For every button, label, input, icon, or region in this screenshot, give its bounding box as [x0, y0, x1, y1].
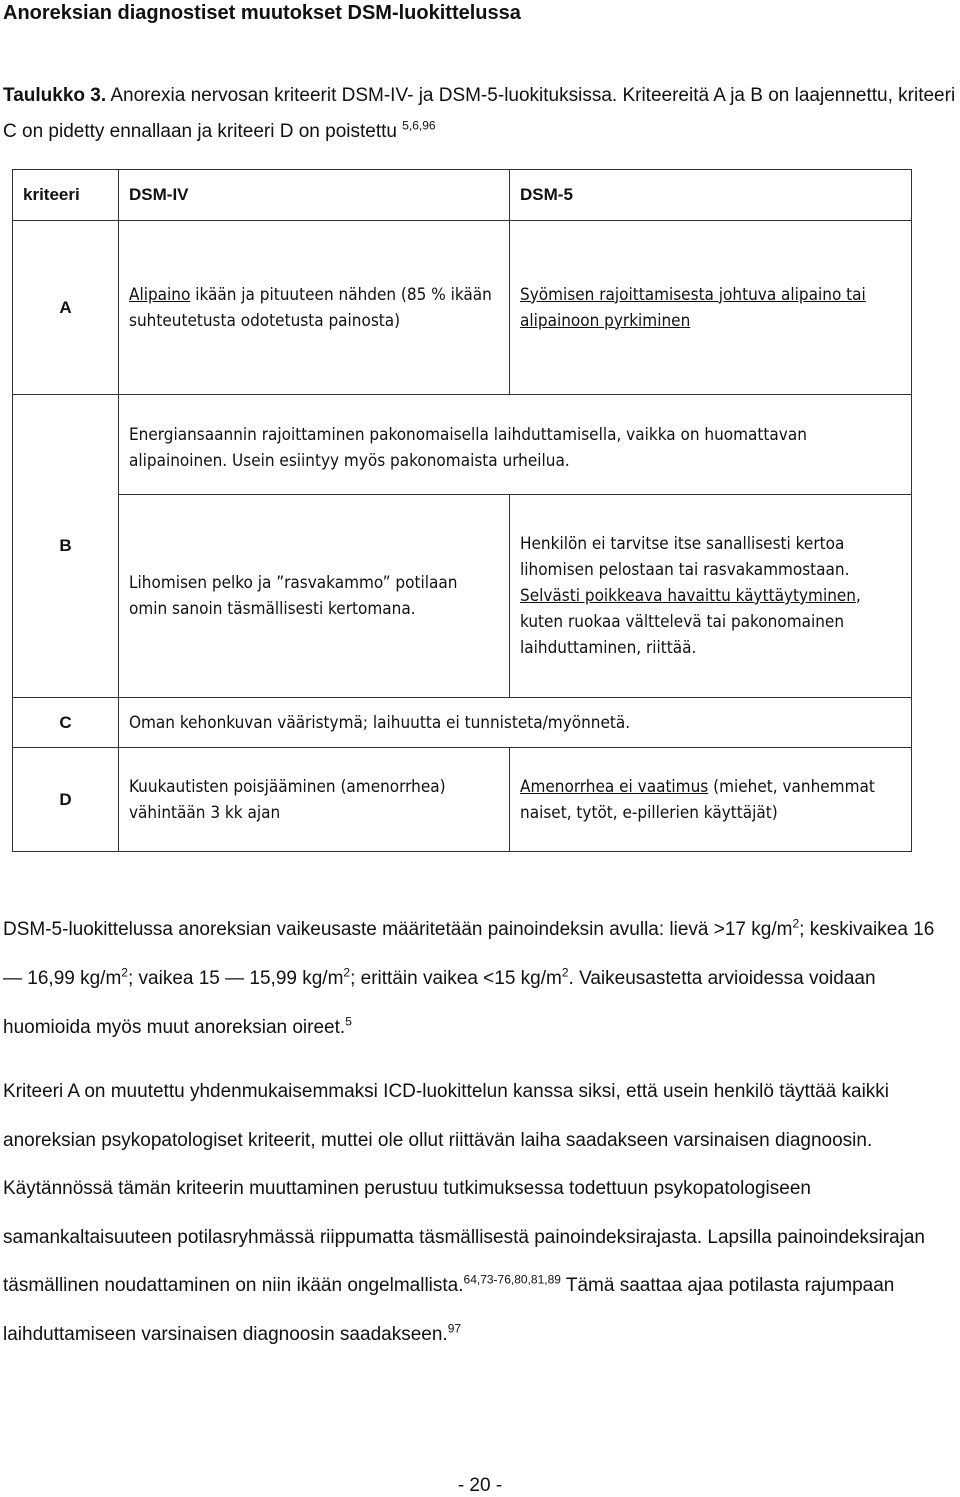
row-b-dsm-5 [510, 495, 912, 698]
severity-sup-3: 2 [343, 965, 351, 980]
row-a-dsm-iv [119, 221, 510, 395]
row-a-key: A [13, 221, 119, 395]
row-b-dsm-5-text: Henkilön ei tarvitse itse sanallisesti kertoa lihomisen pelostaan tai rasvakammostaan. [520, 534, 850, 580]
caption-text: Anorexia nervosan kriteerit DSM-IV- ja DSM-5-luokituksissa. Kriteereitä A ja B on laajennettu, kriteeri C on pidetty ennallaan ja kriteeri D on poistettu [3, 85, 956, 142]
severity-reference: 5 [345, 1014, 352, 1029]
criterion-a-text-a: Kriteeri A on muutettu yhdenmukaisemmaksi ICD-luokittelun kanssa siksi, että usein henkilö täyttää kaikki anoreksian psykopatologiset kriteerit, muttei ole ollut riittävän laiha saadakseen varsinaisen diagnoosin. Käytännössä tämän kriteerin muuttaminen perustuu tutkimuksessa todettuun psykopatologiseen samankaltaisuuteen potilasryhmässä riippumatta täsmällisestä painoindeksirajasta. Lapsilla painoindeksirajan täsmällinen noudattaminen on niin ikään ongelmallista. [3, 1081, 926, 1296]
row-a-dsm-iv-text: ikään ja pituuteen nähden (85 % ikään suhteutetusta odotetusta painosta) [129, 284, 492, 331]
severity-text-a: DSM-5-luokittelussa anoreksian vaikeusaste määritetään painoindeksin avulla: lievä >17 kg/m [3, 919, 793, 940]
row-b-dsm-5-underlined: Selvästi poikkeava havaittu käyttäytyminen [520, 586, 856, 606]
caption-reference: 5,6,96 [402, 118, 436, 133]
caption-label: Taulukko 3. [3, 85, 107, 106]
row-d-dsm-5 [510, 748, 912, 852]
page-heading: Anoreksian diagnostiset muutokset DSM-luokittelussa [3, 2, 521, 24]
criteria-table [12, 169, 912, 852]
row-c [13, 698, 912, 748]
row-c-text: Oman kehonkuvan vääristymä; laihuutta ei tunnisteta/myönnetä. [119, 698, 912, 748]
severity-sup-2: 2 [121, 965, 128, 980]
header-dsm-iv: DSM-IV [119, 170, 510, 221]
page-number: - 20 - [457, 1475, 503, 1496]
table-caption [3, 78, 958, 150]
row-d [13, 748, 912, 852]
row-d-key: D [13, 748, 119, 852]
severity-sup-1: 2 [792, 916, 800, 931]
criterion-a-paragraph [3, 1068, 958, 1359]
severity-sup-4: 2 [561, 965, 569, 980]
row-a-dsm-5-underlined: Syömisen rajoittamisesta johtuva alipaino tai alipainoon pyrkiminen [520, 284, 866, 331]
criterion-a-text-b: Tämä saattaa ajaa potilasta rajumpaan laihduttamiseen varsinaisen diagnoosin saadakseen. [3, 1275, 895, 1345]
row-b-shared [13, 395, 912, 495]
severity-text-b: ; keskivaikea 16 — 16,99 kg/m [3, 919, 935, 989]
row-c-key: C [13, 698, 119, 748]
severity-text-c: ; vaikea 15 — 15,99 kg/m [127, 968, 344, 989]
row-a-dsm-iv-underlined: Alipaino [129, 284, 191, 305]
header-dsm-5: DSM-5 [510, 170, 912, 221]
criterion-a-reference-2: 97 [447, 1321, 462, 1336]
severity-text-d: ; erittäin vaikea <15 kg/m [350, 968, 562, 989]
row-b-shared-text: Energiansaannin rajoittaminen pakonomaisella laihduttamisella, vaikka on huomattavan alipainoinen. Usein esiintyy myös pakonomaista urheilua. [119, 395, 912, 495]
severity-paragraph [3, 905, 958, 1052]
row-b-dsm-5-rest: , kuten ruokaa välttelevä tai pakonomainen laihduttaminen, riittää. [520, 586, 861, 658]
row-a-dsm-5 [510, 221, 912, 395]
row-b-key: B [13, 395, 119, 698]
row-d-dsm-5-text: (miehet, vanhemmat naiset, tytöt, e-pillerien käyttäjät) [520, 776, 875, 823]
row-b-dsm-iv: Lihomisen pelko ja ”rasvakammo” potilaan omin sanoin täsmällisesti kertomana. [119, 495, 510, 698]
row-d-dsm-5-underlined: Amenorrhea ei vaatimus [520, 776, 709, 797]
header-criterion: kriteeri [13, 170, 119, 221]
row-b [13, 495, 912, 698]
table-header-row [13, 170, 912, 221]
row-a [13, 221, 912, 395]
severity-text-e: . Vaikeusastetta arvioidessa voidaan huomioida myös muut anoreksian oireet. [3, 968, 876, 1038]
criterion-a-reference-1: 64,73-76,80,81,89 [463, 1272, 561, 1287]
row-d-dsm-iv: Kuukautisten poisjääminen (amenorrhea) vähintään 3 kk ajan [119, 748, 510, 852]
